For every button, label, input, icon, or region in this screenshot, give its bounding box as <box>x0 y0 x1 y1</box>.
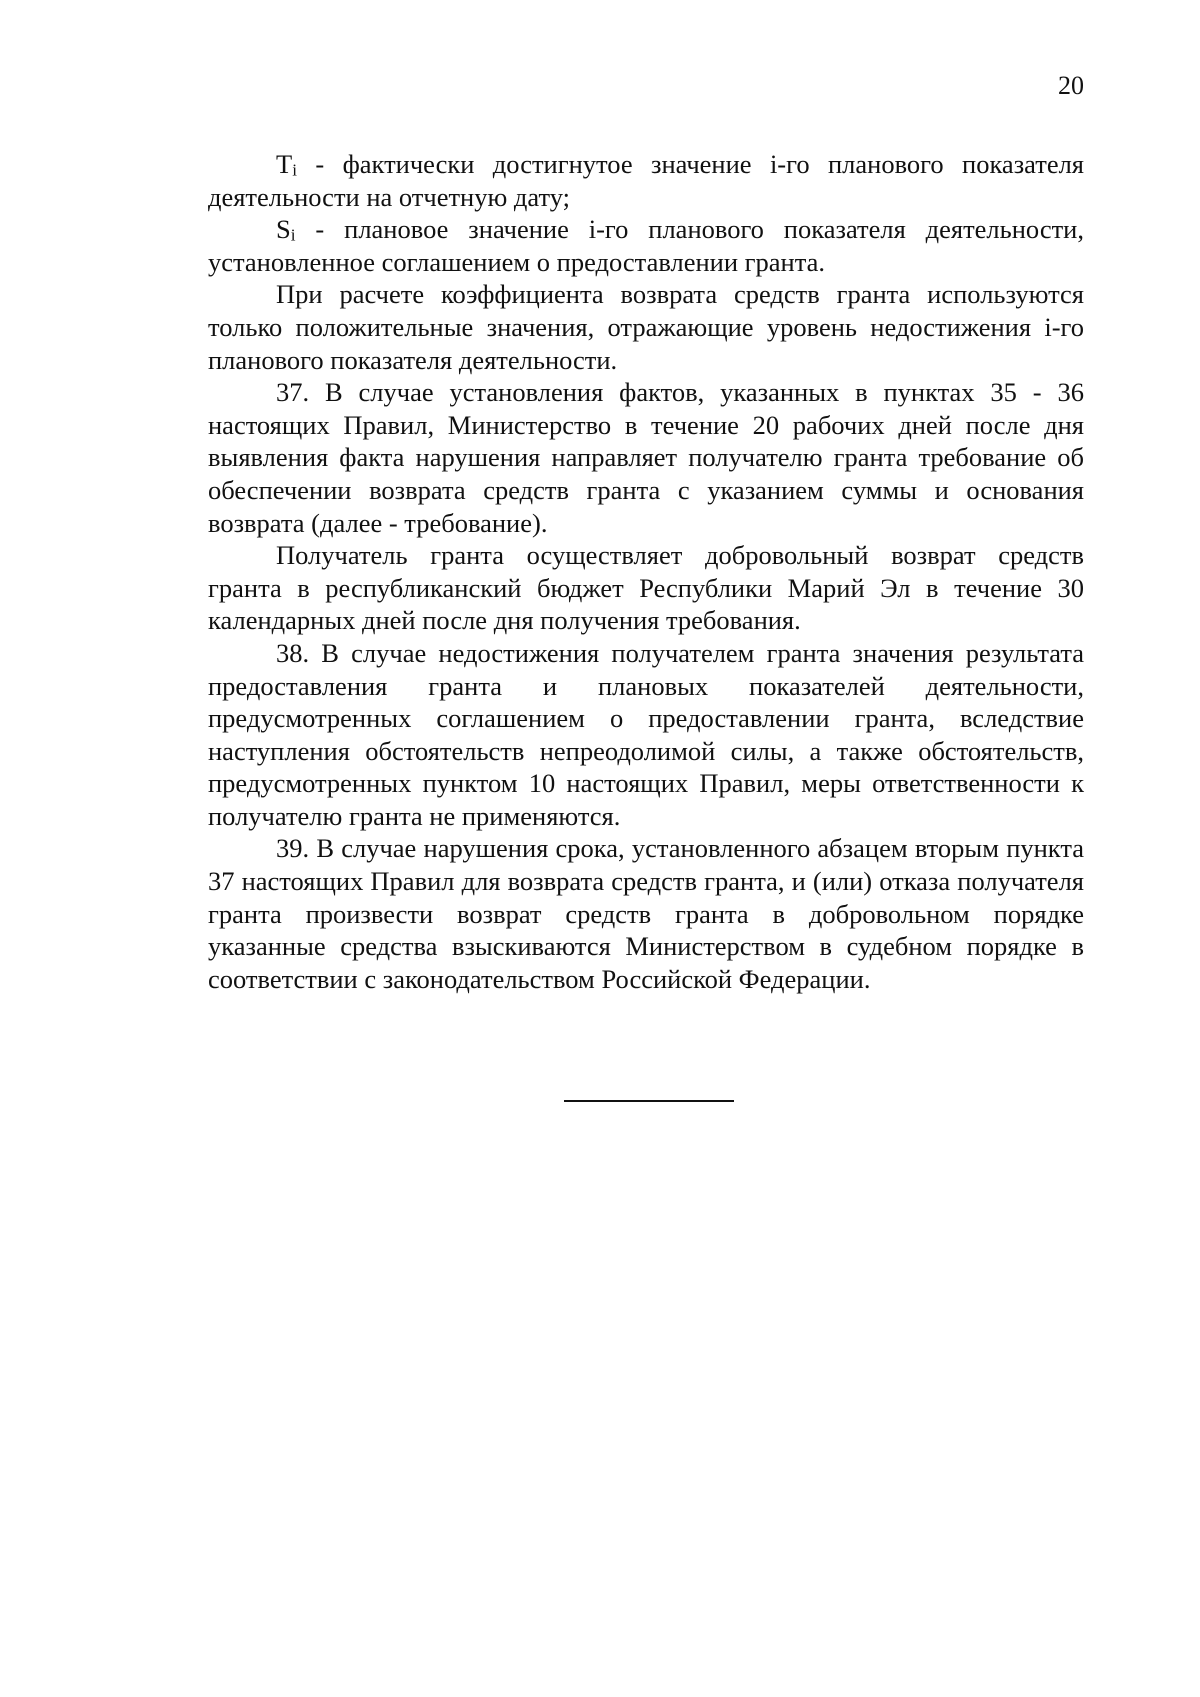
subscript-i: i <box>290 225 296 245</box>
page-number: 20 <box>1058 71 1084 100</box>
paragraph-coefficient-note: При расчете коэффициента возврата средств гранта используются только положительные значения, отражающие уровень недостижения i-го планового показателя деятельности. <box>208 279 1084 375</box>
document-body <box>208 148 1084 995</box>
end-divider-line <box>564 1100 734 1102</box>
symbol-t: T <box>276 149 293 179</box>
paragraph-39: 39. В случае нарушения срока, установленного абзацем вторым пункта 37 настоящих Правил для возврата средств гранта, и (или) отказа получателя гранта произвести возврат средств гранта в добровольном порядке указанные средства взыскиваются Министерством в судебном порядке в соответствии с законодательством Российской Федерации. <box>208 833 1084 994</box>
paragraph-text: - фактически достигнутое значение i-го планового показателя деятельности на отчетную дату; <box>208 149 1084 212</box>
paragraph-37: 37. В случае установления фактов, указанных в пунктах 35 - 36 настоящих Правил, Министерство в течение 20 рабочих дней после дня выявления факта нарушения направляет получателю гранта требование об обеспечении возврата средств гранта с указанием суммы и основания возврата (далее - требование). <box>208 377 1084 538</box>
paragraph-si-definition <box>208 213 1084 278</box>
paragraph-ti-definition <box>208 148 1084 213</box>
symbol-s: S <box>276 214 291 245</box>
subscript-i: i <box>292 160 297 180</box>
paragraph-text: - плановое значение i-го планового показателя деятельности, установленное соглашением о предоставлении гранта. <box>208 214 1084 277</box>
paragraph-voluntary-return: Получатель гранта осуществляет добровольный возврат средств гранта в республиканский бюджет Республики Марий Эл в течение 30 календарных дней после дня получения требования. <box>208 540 1084 636</box>
paragraph-38: 38. В случае недостижения получателем гранта значения результата предоставления гранта и плановых показателей деятельности, предусмотренных соглашением о предоставлении гранта, вследствие наступления обстоятельств непреодолимой силы, а также обстоятельств, предусмотренных пунктом 10 настоящих Правил, меры ответственности к получателю гранта не применяются. <box>208 637 1084 831</box>
